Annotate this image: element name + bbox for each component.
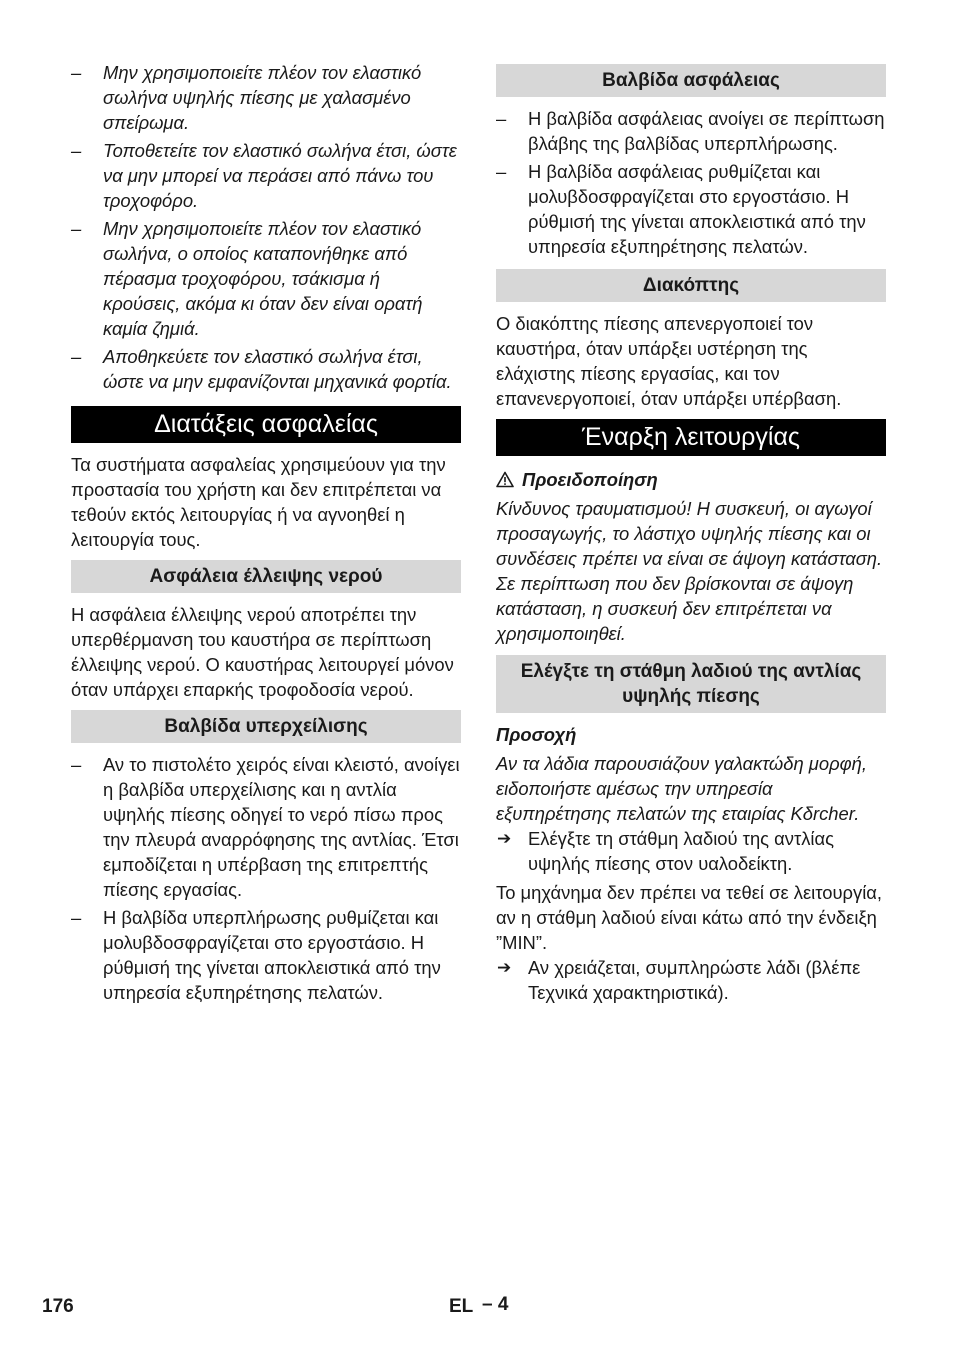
water-shortage-heading: Ασφάλεια έλλειψης νερού	[71, 560, 461, 593]
list-item	[496, 826, 886, 876]
dash-marker: –	[71, 218, 82, 239]
list-item	[496, 159, 886, 259]
oil-refill-step-text: Αν χρειάζεται, συμπληρώστε λάδι (βλέπε Τεχνικά χαρακτηριστικά).	[528, 957, 861, 1003]
switch-heading: Διακόπτης	[496, 269, 886, 302]
warning-text: Κίνδυνος τραυματισμού! Η συσκευή, οι αγωγοί προσαγωγής, το λάστιχο υψηλής πίεσης και οι συνδέσεις πρέπει να είναι σε άψογη κατάσταση. Σε περίπτωση που δεν βρίσκονται σε άψογη κατάσταση, η συσκευή δεν επιτρέπεται να χρησιμοποιηθεί.	[496, 498, 883, 644]
list-item	[71, 60, 461, 135]
water-shortage-text: Η ασφάλεια έλλειψης νερού αποτρέπει την υπερθέρμανση του καυστήρα σε περίπτωση έλλειψης νερού. Ο καυστήρας λειτουργεί μόνον όταν υπάρχει επαρκής τροφοδοσία νερού.	[71, 604, 454, 700]
section-page-number: – 4	[482, 1294, 509, 1315]
safety-valve-bullet-text: Η βαλβίδα ασφάλειας ανοίγει σε περίπτωση βλάβης της βαλβίδας υπερπλήρωσης.	[528, 108, 885, 154]
language-code: EL	[449, 1296, 474, 1317]
hose-bullet-text: Μην χρησιμοποιείτε πλέον τον ελαστικό σωλήνα, ο οποίος καταπονήθηκε από πέρασμα τροχοφόρου, τσάκισμα ή κρούσεις, ακόμα κι όταν δεν είναι ορατή καμία ζημιά.	[103, 218, 423, 339]
dash-marker: –	[71, 62, 82, 83]
list-item	[496, 955, 886, 1005]
oil-level-heading: Ελέγξτε τη στάθμη λαδιού της αντλίας υψηλής πίεσης	[496, 655, 886, 713]
warning-label-text: Προειδοποίηση	[522, 469, 658, 490]
arrow-right-icon: ➔	[497, 829, 512, 848]
start-up-heading: Έναρξη λειτουργίας	[496, 419, 886, 456]
warning-label	[496, 467, 886, 492]
safety-valve-heading: Βαλβίδα ασφάλειας	[496, 64, 886, 97]
caution-label: Προσοχή	[496, 724, 577, 745]
overflow-valve-heading: Βαλβίδα υπερχείλισης	[71, 710, 461, 743]
safety-devices-heading: Διατάξεις ασφαλείας	[71, 406, 461, 443]
oil-note-text: Το μηχάνημα δεν πρέπει να τεθεί σε λειτουργία, αν η στάθμη λαδιού είναι κάτω από την ένδειξη ”MIN”.	[496, 882, 883, 953]
list-item	[71, 344, 461, 394]
list-item	[496, 106, 886, 156]
hose-bullet-text: Μην χρησιμοποιείτε πλέον τον ελαστικό σωλήνα υψηλής πίεσης με χαλασμένο σπείρωμα.	[103, 62, 422, 133]
list-item	[71, 905, 461, 1005]
dash-marker: –	[496, 108, 507, 129]
list-item	[71, 752, 461, 902]
dash-marker: –	[71, 907, 82, 928]
dash-marker: –	[71, 140, 82, 161]
overflow-bullet-text: Αν το πιστολέτο χειρός είναι κλειστό, ανοίγει η βαλβίδα υπερχείλισης και η αντλία υψηλής πίεσης οδηγεί το νερό πίσω προς την πλευρά αναρρόφησης της αντλίας. Έτσι εμποδίζεται η υπέρβαση της επιτρεπτής πίεσης εργασίας.	[103, 754, 460, 900]
list-item	[71, 138, 461, 213]
list-item	[71, 216, 461, 341]
arrow-right-icon: ➔	[497, 958, 512, 977]
safety-devices-text: Τα συστήματα ασφαλείας χρησιμεύουν για την προστασία του χρήστη και δεν επιτρέπεται να τεθούν εκτός λειτουργίας ή να αγνοηθεί η λειτουργία τους.	[71, 454, 446, 550]
caution-text: Αν τα λάδια παρουσιάζουν γαλακτώδη μορφή, ειδοποιήστε αμέσως την υπηρεσία εξυπηρέτησης πελατών της εταιρίας Kδrcher.	[496, 753, 867, 824]
left-column	[71, 60, 461, 1005]
dash-marker: –	[71, 346, 82, 367]
switch-text: Ο διακόπτης πίεσης απενεργοποιεί τον καυστήρα, όταν υπάρξει υστέρηση της ελάχιστης πίεσης εργασίας, και τον επανενεργοποιεί, όταν υπάρξει υπέρβαση.	[496, 313, 842, 409]
right-column	[496, 64, 886, 1005]
page-number: 176	[42, 1296, 74, 1317]
oil-check-step-text: Ελέγξτε τη στάθμη λαδιού της αντλίας υψηλής πίεσης στον υαλοδείκτη.	[528, 828, 835, 874]
overflow-bullet-text: Η βαλβίδα υπερπλήρωσης ρυθμίζεται και μολυβδοσφραγίζεται στο εργοστάσιο. Η ρύθμισή της γίνεται αποκλειστικά από την υπηρεσία εξυπηρέτησης πελατών.	[103, 907, 441, 1003]
hose-bullet-text: Αποθηκεύετε τον ελαστικό σωλήνα έτσι, ώστε να μην εμφανίζονται μηχανικά φορτία.	[103, 346, 452, 392]
dash-marker: –	[71, 754, 82, 775]
dash-marker: –	[496, 161, 507, 182]
safety-valve-bullet-text: Η βαλβίδα ασφάλειας ρυθμίζεται και μολυβδοσφραγίζεται στο εργοστάσιο. Η ρύθμισή της γίνεται αποκλειστικά από την υπηρεσία εξυπηρέτησης πελατών.	[528, 161, 866, 257]
hose-bullet-text: Τοποθετείτε τον ελαστικό σωλήνα έτσι, ώστε να μην μπορεί να περάσει από πάνω του τροχοφόρο.	[103, 140, 457, 211]
warning-triangle-icon	[496, 471, 514, 488]
